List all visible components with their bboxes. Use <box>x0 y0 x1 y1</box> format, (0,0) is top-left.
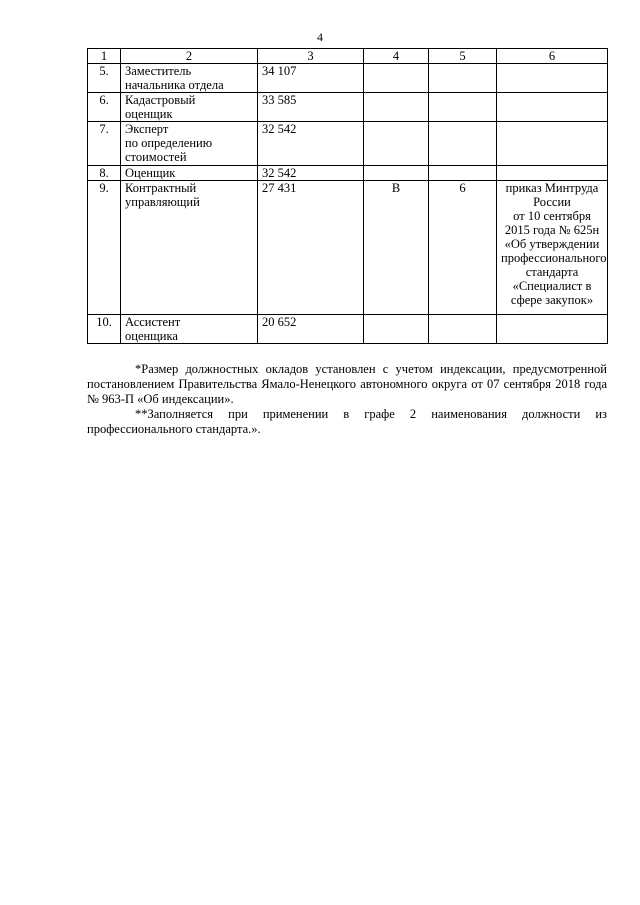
header-col-2: 2 <box>121 49 258 64</box>
salary-value: 27 431 <box>258 181 364 315</box>
table-row <box>88 181 608 315</box>
table-header-row <box>88 49 608 64</box>
page-number: 4 <box>317 30 323 44</box>
salary-value: 32 542 <box>258 122 364 166</box>
table-row <box>88 93 608 122</box>
standard-text <box>497 64 608 93</box>
level-value <box>364 93 429 122</box>
salary-value: 33 585 <box>258 93 364 122</box>
qualification-value <box>429 64 497 93</box>
standard-text <box>497 122 608 166</box>
qualification-value: 6 <box>429 181 497 315</box>
table-row <box>88 122 608 166</box>
level-value <box>364 64 429 93</box>
qualification-value <box>429 122 497 166</box>
level-value: В <box>364 181 429 315</box>
header-col-4: 4 <box>364 49 429 64</box>
table-row <box>88 315 608 344</box>
standard-text: приказ Минтруда России от 10 сентября 2015 года № 625н «Об утверждении профессионального стандарта «Специалист в сфере закупок» <box>497 181 608 315</box>
row-number: 5. <box>88 64 121 93</box>
table-row <box>88 166 608 181</box>
footnote-salary-indexation: *Размер должностных окладов установлен с учетом индексации, предусмотренной постановлением Правительства Ямало-Ненецкого автономного округа от 07 сентября 2018 года № 963-П «Об индексации». <box>87 362 607 406</box>
positions-table <box>87 48 608 344</box>
table-row <box>88 64 608 93</box>
row-number: 6. <box>88 93 121 122</box>
row-number: 7. <box>88 122 121 166</box>
qualification-value <box>429 315 497 344</box>
header-col-3: 3 <box>258 49 364 64</box>
level-value <box>364 122 429 166</box>
row-number: 8. <box>88 166 121 181</box>
salary-value: 34 107 <box>258 64 364 93</box>
position-name: Оценщик <box>121 166 258 181</box>
salary-value: 20 652 <box>258 315 364 344</box>
standard-text <box>497 166 608 181</box>
footnote-professional-standard: **Заполняется при применении в графе 2 наименования должности из профессионального стандарта.». <box>87 407 607 436</box>
header-col-1: 1 <box>88 49 121 64</box>
level-value <box>364 166 429 181</box>
position-name: Кадастровый оценщик <box>121 93 258 122</box>
header-col-6: 6 <box>497 49 608 64</box>
salary-value: 32 542 <box>258 166 364 181</box>
standard-text <box>497 93 608 122</box>
position-name: Контрактный управляющий <box>121 181 258 315</box>
footnotes <box>87 362 607 437</box>
header-col-5: 5 <box>429 49 497 64</box>
position-name: Ассистент оценщика <box>121 315 258 344</box>
qualification-value <box>429 166 497 181</box>
standard-text <box>497 315 608 344</box>
row-number: 10. <box>88 315 121 344</box>
row-number: 9. <box>88 181 121 315</box>
position-name: Эксперт по определению стоимостей <box>121 122 258 166</box>
qualification-value <box>429 93 497 122</box>
level-value <box>364 315 429 344</box>
position-name: Заместитель начальника отдела <box>121 64 258 93</box>
